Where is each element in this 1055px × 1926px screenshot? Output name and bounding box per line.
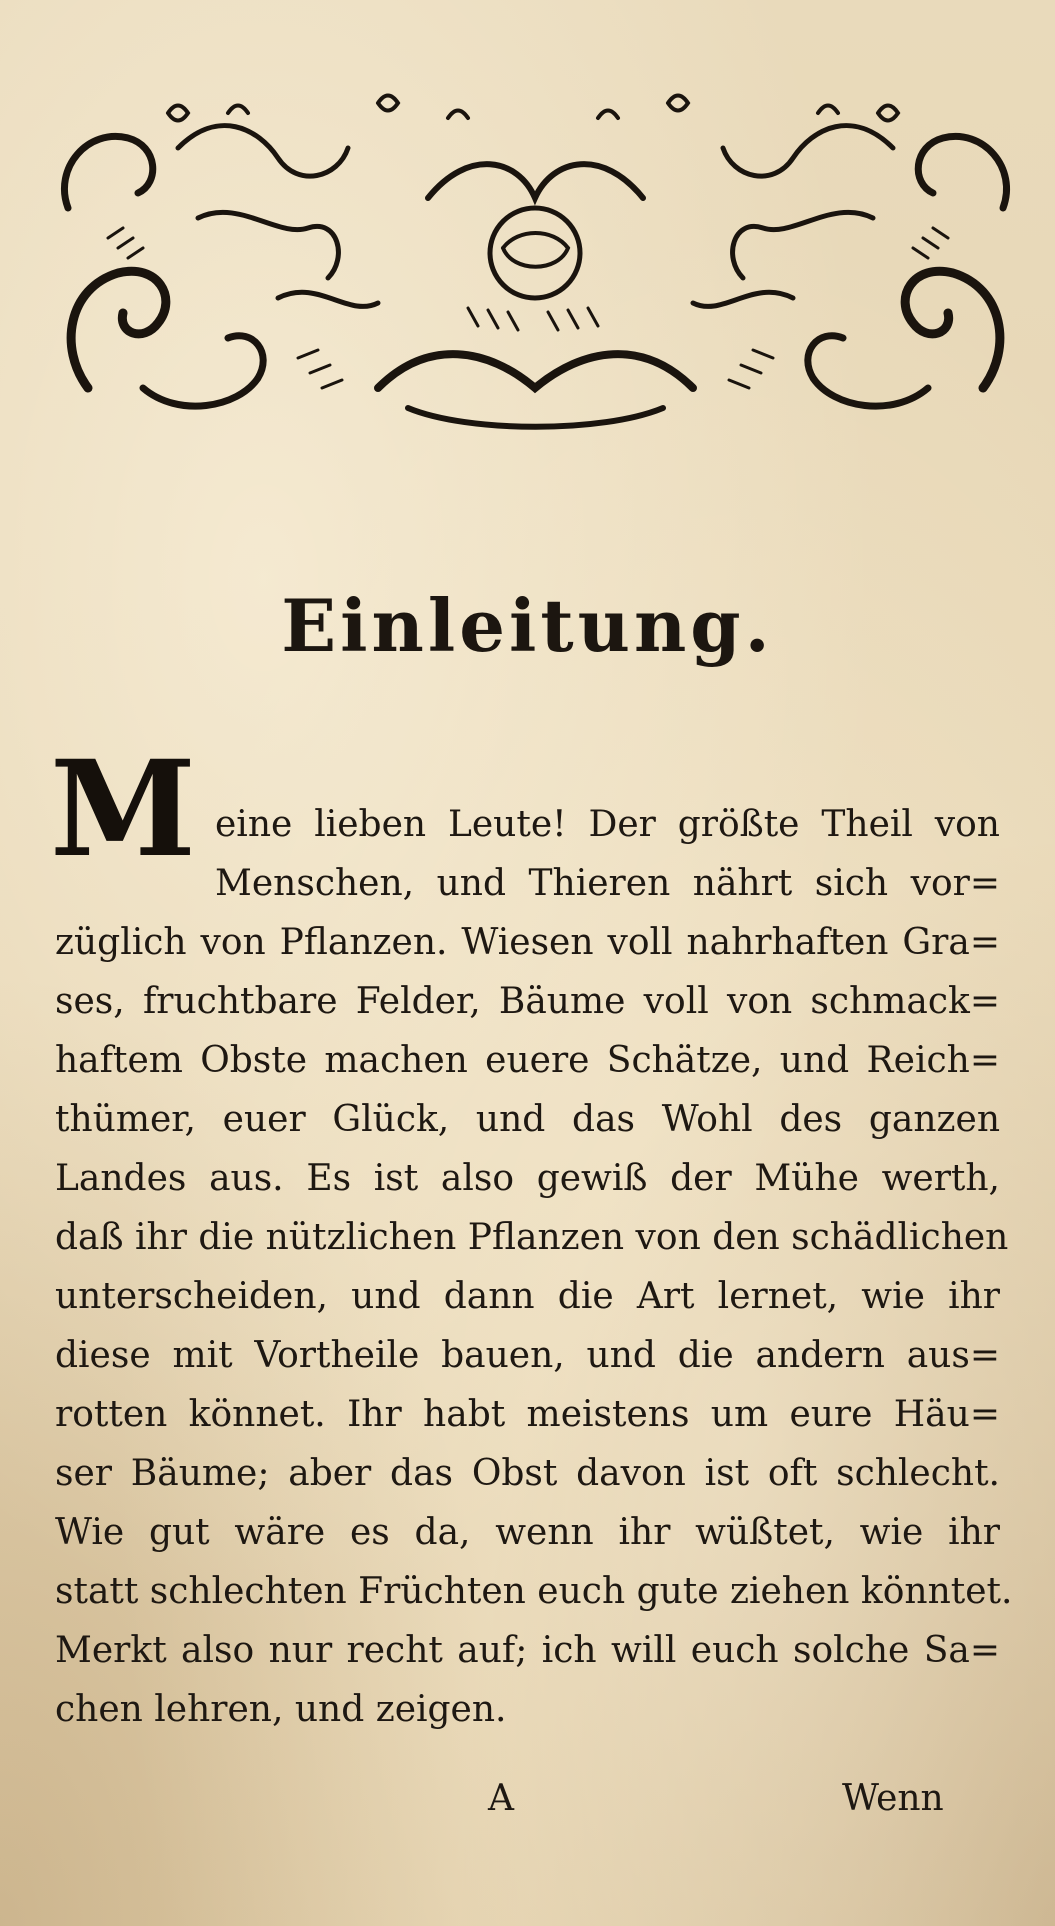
drop-cap: M bbox=[50, 732, 197, 887]
text-line: Landes aus. Es ist also gewiß der Mühe werth, bbox=[55, 1158, 1000, 1199]
catchword: Wenn bbox=[842, 1778, 944, 1819]
text-line: ses, fruchtbare Felder, Bäume voll von schmack= bbox=[55, 981, 1000, 1022]
text-line: statt schlechten Früchten euch gute ziehen könntet. bbox=[55, 1571, 1013, 1612]
text-line-last: chen lehren, und zeigen. bbox=[55, 1689, 507, 1730]
text-line: Menschen, und Thieren nährt sich vor= bbox=[215, 863, 1000, 904]
text-line: eine lieben Leute! Der größte Theil von bbox=[215, 804, 1000, 845]
signature-mark: A bbox=[488, 1778, 514, 1819]
text-line: diese mit Vortheile bauen, und die andern aus= bbox=[55, 1335, 1000, 1376]
text-line: züglich von Pflanzen. Wiesen voll nahrhaften Gra= bbox=[55, 922, 1000, 963]
text-line: Wie gut wäre es da, wenn ihr wüßtet, wie ihr bbox=[55, 1512, 1000, 1553]
text-line: haftem Obste machen euere Schätze, und Reich= bbox=[55, 1040, 1000, 1081]
ornamental-headpiece bbox=[48, 88, 1023, 433]
text-line: daß ihr die nützlichen Pflanzen von den schädlichen bbox=[55, 1217, 1009, 1258]
chapter-heading: Einleitung. bbox=[281, 583, 774, 668]
text-line: thümer, euer Glück, und das Wohl des ganzen bbox=[55, 1099, 1000, 1140]
text-line: Merkt also nur recht auf; ich will euch solche Sa= bbox=[55, 1630, 1000, 1671]
text-line: rotten könnet. Ihr habt meistens um eure Häu= bbox=[55, 1394, 1000, 1435]
text-line: unterscheiden, und dann die Art lernet, wie ihr bbox=[55, 1276, 1000, 1317]
text-line: ser Bäume; aber das Obst davon ist oft schlecht. bbox=[55, 1453, 1000, 1494]
